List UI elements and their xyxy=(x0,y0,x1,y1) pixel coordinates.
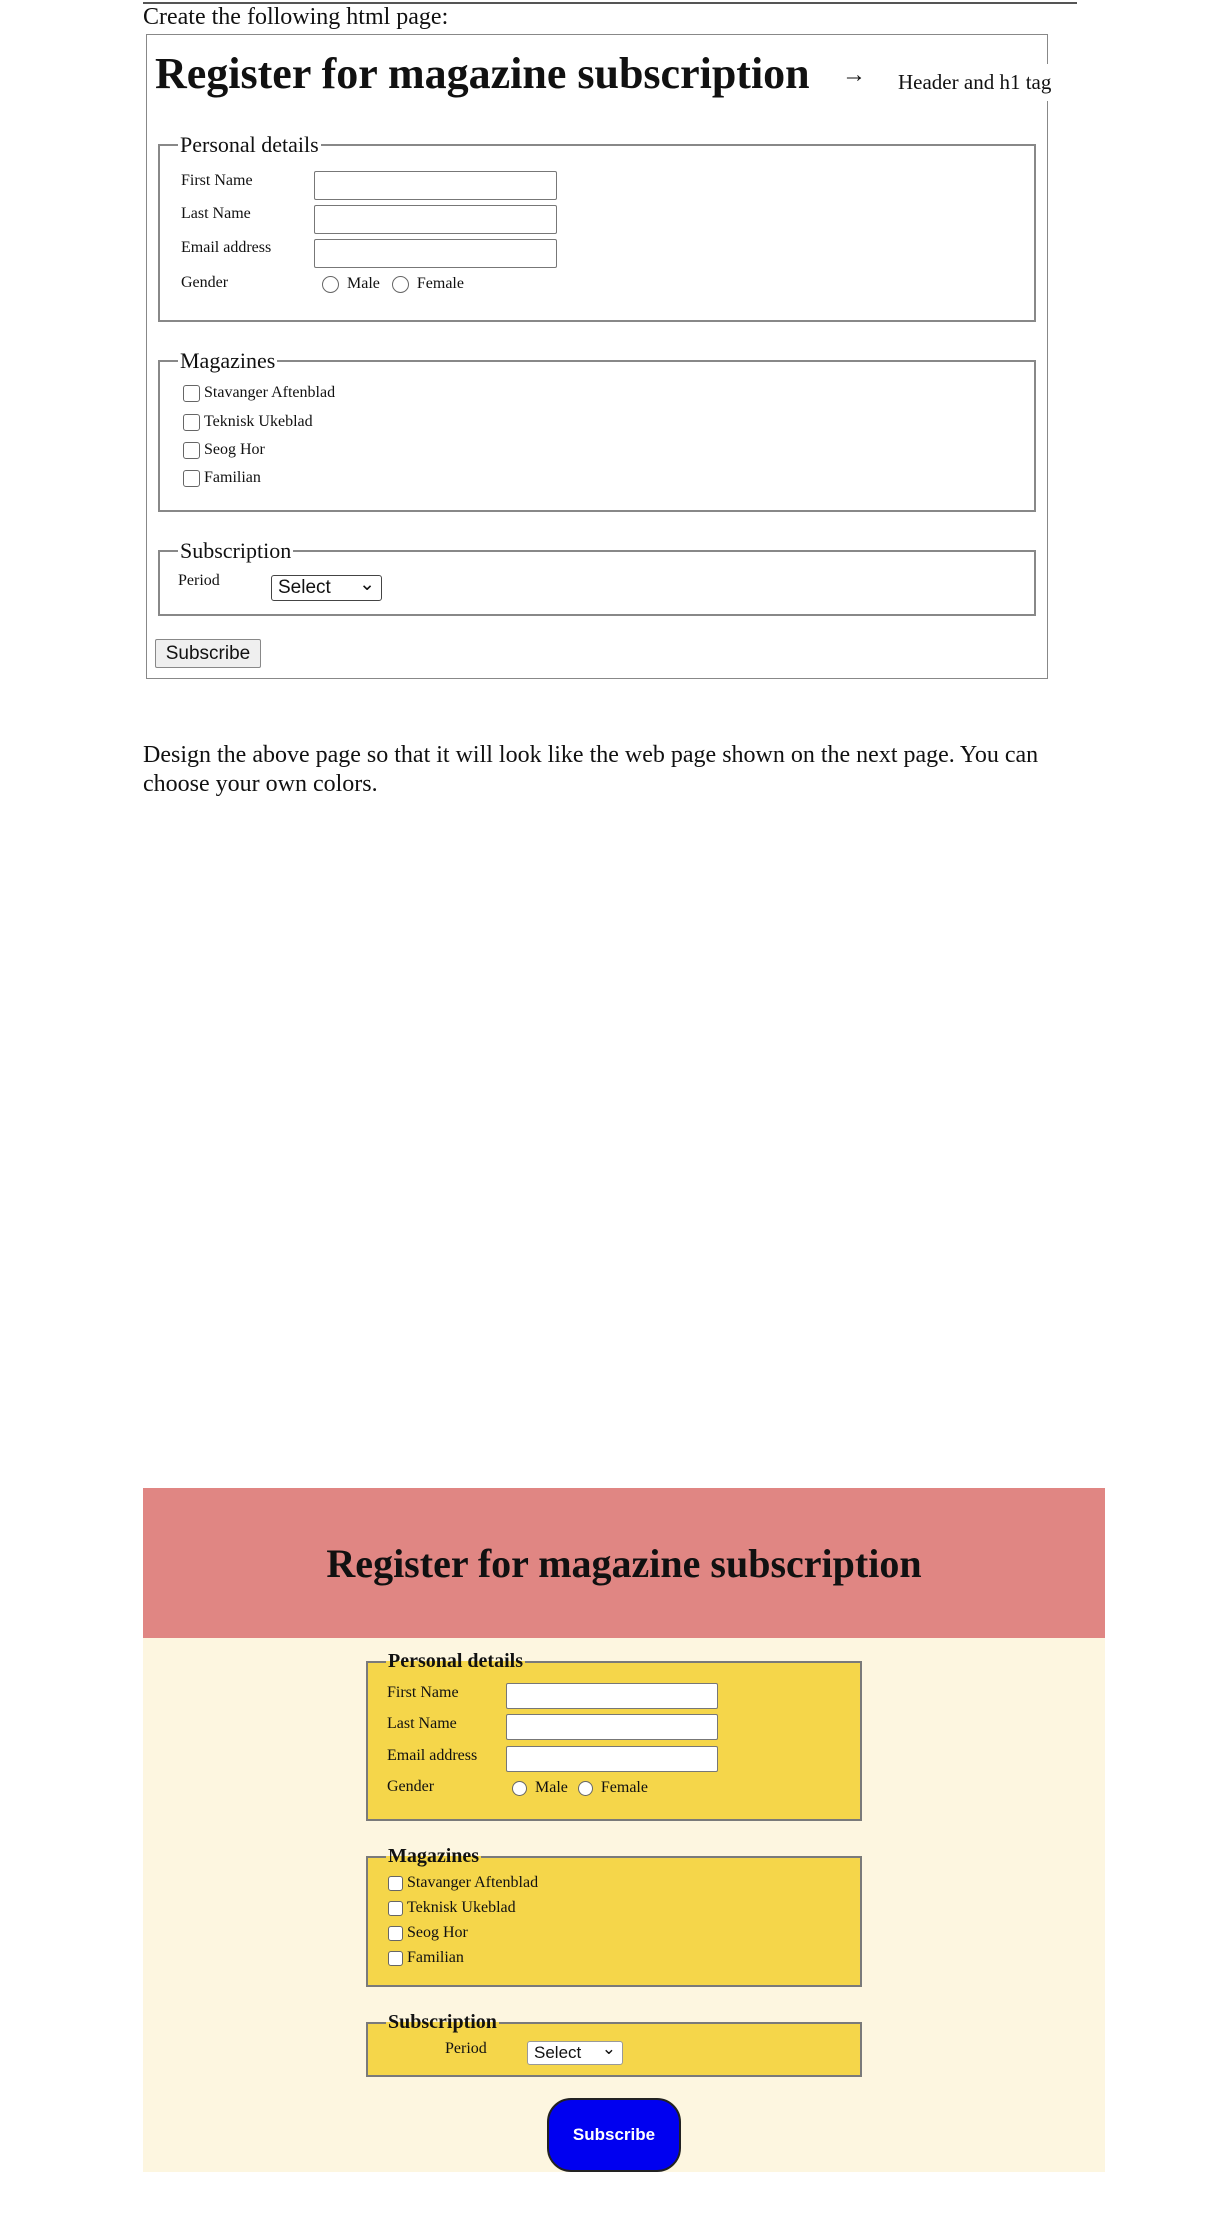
page-title: Register for magazine subscription xyxy=(155,49,810,98)
period-select[interactable] xyxy=(527,2041,623,2065)
checkbox[interactable] xyxy=(388,1901,403,1916)
email-label: Email address xyxy=(181,239,272,256)
select-value: Select xyxy=(278,577,331,598)
magazine-item[interactable] xyxy=(183,384,335,402)
personal-details-fieldset xyxy=(158,132,1036,322)
last-name-label: Last Name xyxy=(181,205,251,222)
female-label: Female xyxy=(416,275,464,292)
intro-text: Create the following html page: xyxy=(143,4,449,30)
magazine-item[interactable] xyxy=(183,441,265,459)
styled-page-title: Register for magazine subscription xyxy=(326,1540,922,1586)
instructions-text: Design the above page so that it will look like the web page shown on the next page. You can choose your own colors. xyxy=(143,742,1039,797)
arrow-icon: → xyxy=(842,62,866,88)
email-input[interactable] xyxy=(506,1746,718,1772)
first-name-input[interactable] xyxy=(506,1683,718,1709)
female-radio[interactable] xyxy=(578,1781,593,1796)
magazine-item[interactable] xyxy=(388,1924,468,1942)
styled-header xyxy=(143,1488,1105,1638)
email-label: Email address xyxy=(387,1747,478,1764)
male-radio[interactable] xyxy=(512,1781,527,1796)
magazine-label: Familian xyxy=(204,469,261,486)
legend: Magazines xyxy=(388,1845,480,1867)
period-label: Period xyxy=(178,572,220,589)
chevron-down-icon: ⌄ xyxy=(601,2039,616,2058)
legend: Personal details xyxy=(180,132,319,157)
last-name-label: Last Name xyxy=(387,1715,457,1732)
legend: Subscription xyxy=(388,2011,497,2033)
magazine-item[interactable] xyxy=(388,1949,464,1967)
last-name-input[interactable] xyxy=(314,205,557,234)
first-name-label: First Name xyxy=(181,172,253,189)
checkbox[interactable] xyxy=(388,1951,403,1966)
magazine-item[interactable] xyxy=(388,1899,516,1917)
chevron-down-icon: ⌄ xyxy=(359,573,375,595)
magazine-label: Teknisk Ukeblad xyxy=(407,1899,516,1916)
male-radio[interactable] xyxy=(322,276,339,293)
magazine-label: Teknisk Ukeblad xyxy=(204,413,313,430)
magazine-label: Seog Hor xyxy=(204,441,265,458)
male-label: Male xyxy=(535,1779,568,1796)
legend: Magazines xyxy=(180,348,276,373)
gender-options xyxy=(512,1779,648,1797)
male-label: Male xyxy=(347,275,380,292)
checkbox[interactable] xyxy=(183,414,200,431)
first-name-label: First Name xyxy=(387,1684,459,1701)
magazine-item[interactable] xyxy=(183,469,261,487)
legend: Subscription xyxy=(180,538,292,563)
first-name-input[interactable] xyxy=(314,171,557,200)
last-name-input[interactable] xyxy=(506,1714,718,1740)
magazine-label: Seog Hor xyxy=(407,1924,468,1941)
magazine-label: Stavanger Aftenblad xyxy=(204,384,336,401)
magazine-label: Familian xyxy=(407,1949,464,1966)
magazine-item[interactable] xyxy=(183,413,313,431)
styled-subscribe-button[interactable]: Subscribe xyxy=(547,2098,681,2172)
checkbox[interactable] xyxy=(183,385,200,402)
checkbox[interactable] xyxy=(388,1926,403,1941)
subscribe-button[interactable]: Subscribe xyxy=(155,639,261,668)
female-radio[interactable] xyxy=(392,276,409,293)
gender-label: Gender xyxy=(387,1778,435,1795)
period-select[interactable] xyxy=(271,575,382,601)
checkbox[interactable] xyxy=(183,470,200,487)
legend: Personal details xyxy=(388,1650,523,1672)
annotation-label: Header and h1 tag xyxy=(890,64,1061,101)
female-label: Female xyxy=(600,1779,648,1796)
gender-options xyxy=(322,275,464,293)
period-label: Period xyxy=(445,2040,487,2057)
checkbox[interactable] xyxy=(183,442,200,459)
gender-label: Gender xyxy=(181,274,229,291)
select-value: Select xyxy=(534,2043,582,2062)
magazine-item[interactable] xyxy=(388,1874,538,1892)
magazine-label: Stavanger Aftenblad xyxy=(407,1874,539,1891)
checkbox[interactable] xyxy=(388,1876,403,1891)
email-input[interactable] xyxy=(314,239,557,268)
